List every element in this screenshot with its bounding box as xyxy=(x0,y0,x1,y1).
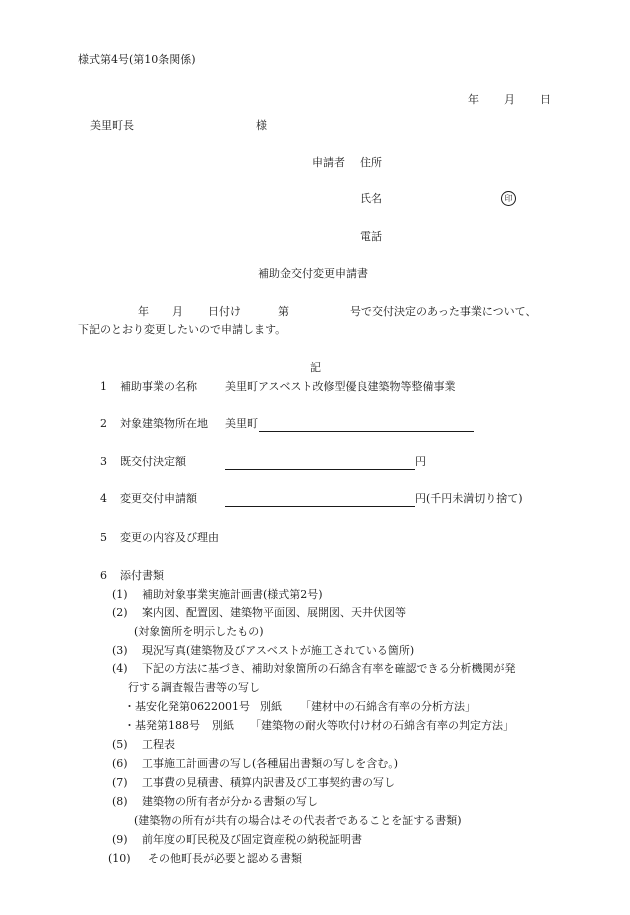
date-year: 年 xyxy=(468,93,479,106)
bullet-1-title: 「建材中の石綿含有率の分析方法」 xyxy=(300,700,476,713)
item-2-num: 2 xyxy=(100,417,107,430)
applicant-label: 申請者 xyxy=(312,156,345,169)
attachment-1-text: 補助対象事業実施計画書(様式第2号) xyxy=(142,588,323,601)
item-5-label: 変更の内容及び理由 xyxy=(120,531,219,544)
bullet-2-ref: ・基発第188号 xyxy=(124,719,200,732)
bullet-1-ref: ・基安化発第0622001号 xyxy=(124,700,250,713)
intro-number-prefix: 第 xyxy=(278,305,289,318)
addressee-name: 美里町長 xyxy=(90,119,134,132)
item-3-underline xyxy=(225,469,415,470)
bullet-1-sheet: 別紙 xyxy=(260,700,282,713)
item-4-num: 4 xyxy=(100,492,107,505)
item-4-underline xyxy=(225,506,415,507)
name-label: 氏名 xyxy=(360,192,382,205)
intro-number-suffix: 号で交付決定のあった事業について、 xyxy=(350,305,537,318)
attachment-4-text: 下記の方法に基づき、補助対象箇所の石綿含有率を確認できる分析機関が発 xyxy=(142,662,516,675)
date-month: 月 xyxy=(504,93,515,106)
bullet-2-title: 「建築物の耐火等吹付け材の石綿含有率の判定方法」 xyxy=(250,719,514,732)
attachment-2-text: 案内図、配置図、建築物平面図、展開図、天井伏図等 xyxy=(142,606,406,619)
item-2-label: 対象建築物所在地 xyxy=(120,417,208,430)
attachment-2-note: (対象箇所を明示したもの) xyxy=(134,625,264,638)
attachment-3-num: (3) xyxy=(112,644,128,657)
attachment-3-text: 現況写真(建築物及びアスベストが施工されている箇所) xyxy=(142,644,415,657)
address-label: 住所 xyxy=(360,156,382,169)
attachment-5-text: 工程表 xyxy=(142,738,175,751)
attachment-4-num: (4) xyxy=(112,662,128,675)
attachment-8-num: (8) xyxy=(112,795,128,808)
item-6-label: 添付書類 xyxy=(120,569,164,582)
intro-year: 年 xyxy=(138,305,149,318)
attachment-10-text: その他町長が必要と認める書類 xyxy=(148,852,302,865)
phone-label: 電話 xyxy=(360,230,382,243)
item-1-label: 補助事業の名称 xyxy=(120,380,197,393)
attachment-9-num: (9) xyxy=(112,833,128,846)
intro-line2: 下記のとおり変更したいので申請します。 xyxy=(78,323,287,336)
attachment-4-text-cont: 行する調査報告書等の写し xyxy=(128,681,260,694)
intro-month: 月 xyxy=(172,305,183,318)
addressee-honorific: 様 xyxy=(256,119,267,132)
attachment-6-text: 工事施工計画書の写し(各種届出書類の写しを含む。) xyxy=(142,757,399,770)
form-id: 様式第4号(第10条関係) xyxy=(78,53,196,66)
item-3-num: 3 xyxy=(100,455,107,468)
item-3-unit: 円 xyxy=(415,455,426,468)
item-2-value: 美里町 xyxy=(225,417,258,430)
item-4-label: 変更交付申請額 xyxy=(120,492,197,505)
item-2-underline xyxy=(259,431,474,432)
attachment-9-text: 前年度の町民税及び固定資産税の納税証明書 xyxy=(142,833,362,846)
bullet-2-sheet: 別紙 xyxy=(212,719,234,732)
item-1-value: 美里町アスベスト改修型優良建築物等整備事業 xyxy=(225,380,456,393)
attachment-8-note: (建築物の所有が共有の場合はその代表者であることを証する書類) xyxy=(134,814,462,827)
attachment-6-num: (6) xyxy=(112,757,128,770)
item-4-unit: 円(千円未満切り捨て) xyxy=(415,492,523,505)
seal-icon: 印 xyxy=(501,191,516,206)
ki-heading: 記 xyxy=(310,361,321,374)
attachment-7-text: 工事費の見積書、積算内訳書及び工事契約書の写し xyxy=(142,776,395,789)
item-5-num: 5 xyxy=(100,531,107,544)
item-3-label: 既交付決定額 xyxy=(120,455,186,468)
attachment-5-num: (5) xyxy=(112,738,128,751)
intro-date-suffix: 日付け xyxy=(208,305,241,318)
attachment-2-num: (2) xyxy=(112,606,128,619)
date-day: 日 xyxy=(540,93,551,106)
attachment-7-num: (7) xyxy=(112,776,128,789)
attachment-8-text: 建築物の所有者が分かる書類の写し xyxy=(142,795,318,808)
document-title: 補助金交付変更申請書 xyxy=(258,267,368,280)
item-6-num: 6 xyxy=(100,569,107,582)
item-1-num: 1 xyxy=(100,380,107,393)
attachment-10-num: (10) xyxy=(108,852,131,865)
attachment-1-num: (1) xyxy=(112,588,128,601)
